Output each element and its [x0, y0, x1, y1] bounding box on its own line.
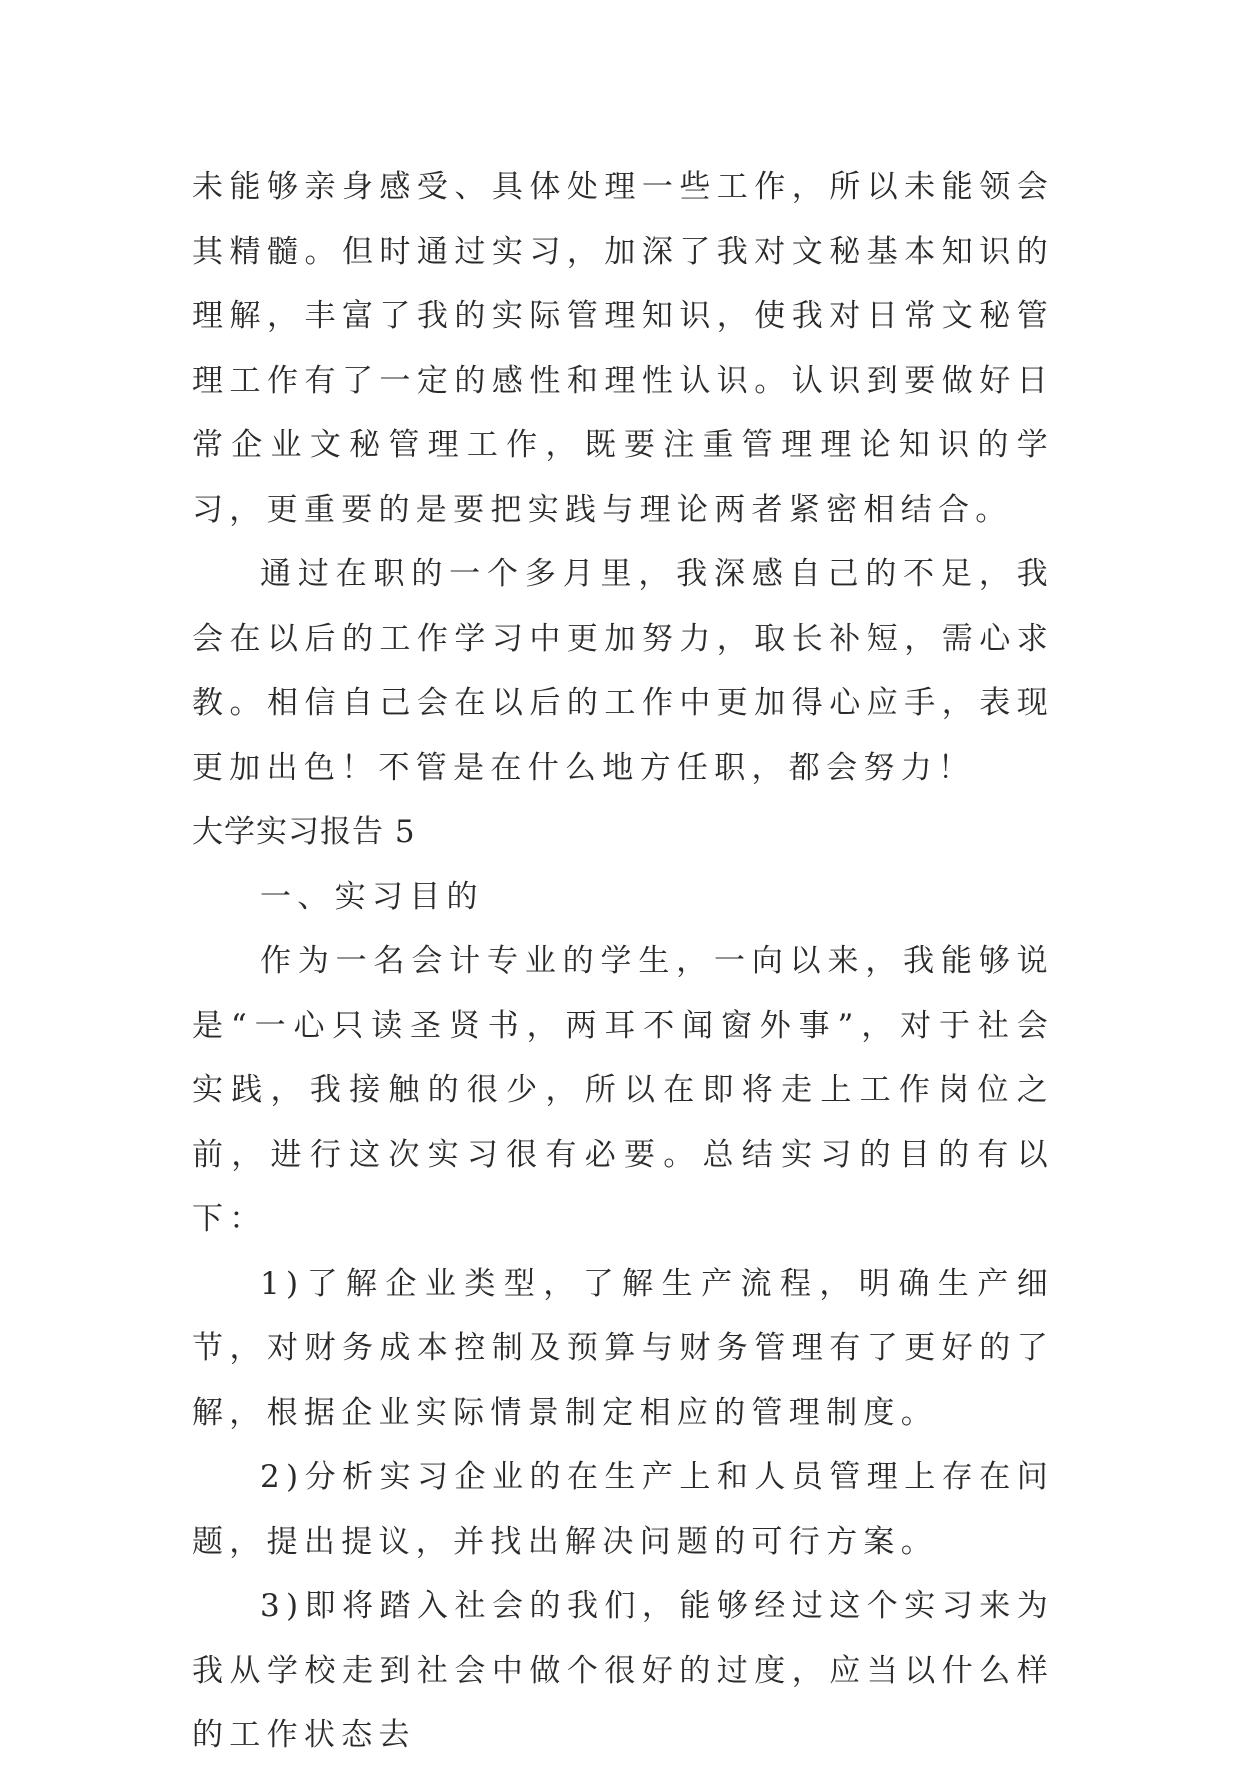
- text-block-bottom: [192, 800, 1054, 1768]
- paragraph-intro: 作为一名会计专业的学生，一向以来，我能够说是“一心只读圣贤书，两耳不闻窗外事”，对于社会实践，我接触的很少，所以在即将走上工作岗位之前，进行这次实习很有必要。总结实习的目的有以下：: [192, 943, 1054, 1237]
- paragraph-continued: 未能够亲身感受、具体处理一些工作，所以未能领会其精髓。但时通过实习，加深了我对文秘基本知识的理解，丰富了我的实际管理知识，使我对日常文秘管理工作有了一定的感性和理性认识。认识到要做好日常企业文秘管理工作，既要注重管理理论知识的学习，更重要的是要把实践与理论两者紧密相结合。: [192, 169, 1054, 528]
- text-block-top: [192, 155, 1054, 800]
- list-item-2: 2)分析实习企业的在生产上和人员管理上存在问题，提出提议，并找出解决问题的可行方案。: [192, 1459, 1054, 1560]
- subsection-title: 一、实习目的: [260, 878, 484, 915]
- list-item-1: 1)了解企业类型，了解生产流程，明确生产细节，对财务成本控制及预算与财务管理有了更好的了解，根据企业实际情景制定相应的管理制度。: [192, 1265, 1054, 1431]
- section-title: 大学实习报告 5: [192, 814, 416, 850]
- paragraph-closing: 通过在职的一个多月里，我深感自己的不足，我会在以后的工作学习中更加努力，取长补短，需心求教。相信自己会在以后的工作中更加得心应手，表现更加出色！不管是在什么地方任职，都会努力！: [192, 556, 1054, 786]
- list-item-3: 3)即将踏入社会的我们，能够经过这个实习来为我从学校走到社会中做个很好的过度，应当以什么样的工作状态去: [192, 1588, 1054, 1753]
